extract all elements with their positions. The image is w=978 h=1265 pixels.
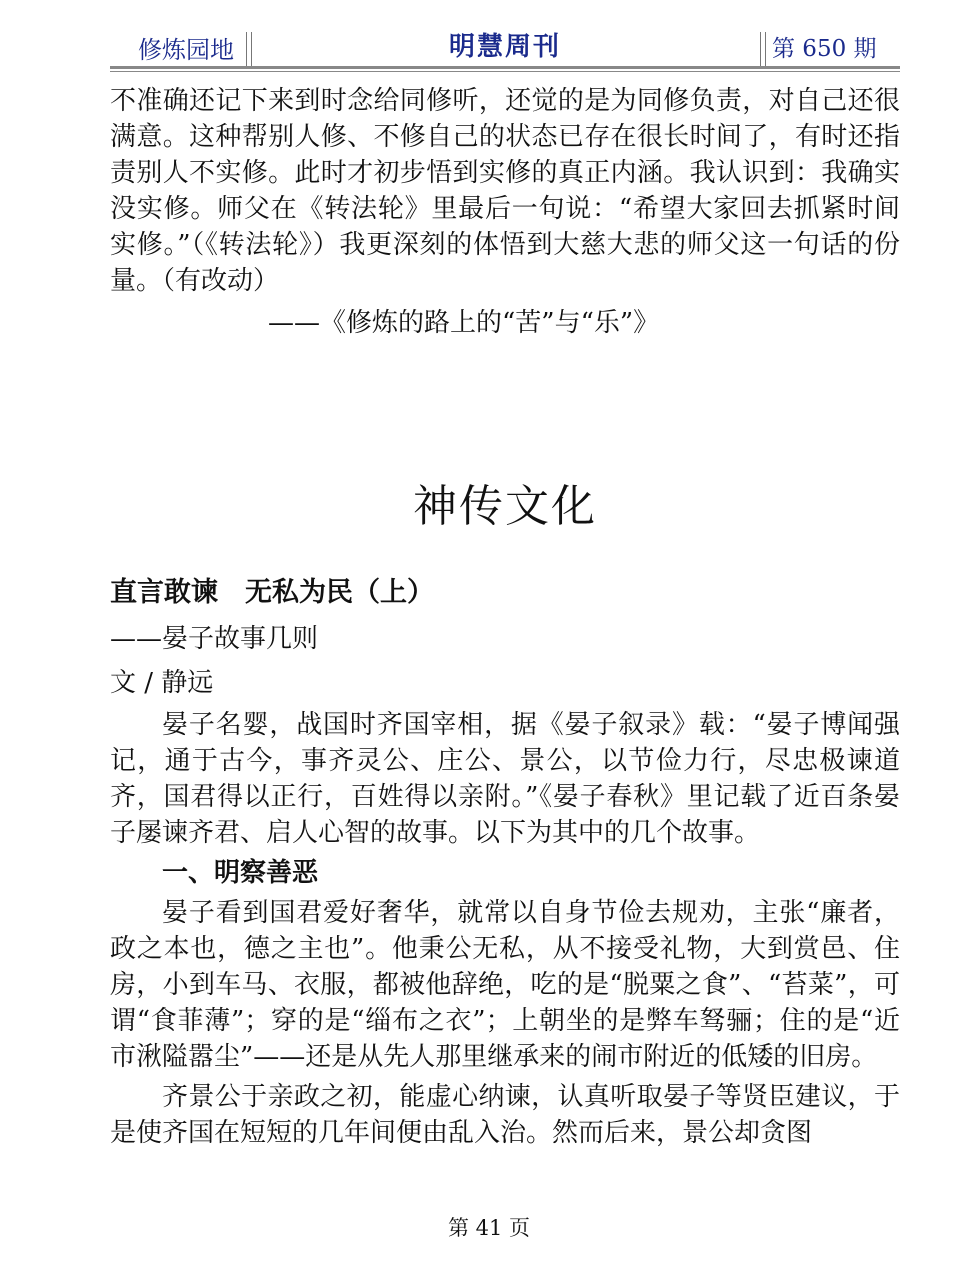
article-paragraph-2: 齐景公于亲政之初，能虚心纳谏，认真听取晏子等贤臣建议，于是使齐国在短短的几年间便由乱入治。然而后来，景公却贪图 — [110, 1082, 900, 1148]
article-author: 文 / 静远 — [110, 668, 214, 698]
article-subtitle: ——晏子故事几则 — [110, 624, 319, 654]
article-intro: 晏子名婴，战国时齐国宰相，据《晏子叙录》载：“晏子博闻强记，通于古今，事齐灵公、庄公、景公，以节俭力行，尽忠极谏道齐，国君得以正行，百姓得以亲附。”《晏子春秋》里记载了近百条晏子屡谏齐君、启人心智的故事。以下为其中的几个故事。 — [110, 710, 900, 848]
page-header — [110, 26, 900, 66]
article-paragraph-1: 晏子看到国君爱好奢华，就常以自身节俭去规劝，主张“廉者，政之本也，德之主也”。他秉公无私，从不接受礼物，大到赏邑、住房，小到车马、衣服，都被他辞绝，吃的是“脱粟之食”、“苔菜”，可谓“食菲薄”；穿的是“缁布之衣”；上朝坐的是弊车驽骊；住的是“近市湫隘嚣尘”——还是从先人那里继承来的闹市附近的低矮的旧房。 — [110, 898, 900, 1072]
header-publication-title: 明慧周刊 — [448, 32, 561, 62]
page-content — [110, 83, 900, 1151]
article-heading-1: 一、明察善恶 — [162, 858, 319, 888]
prev-article-paragraph: 不准确还记下来到时念给同修听，还觉的是为同修负责，对自己还很满意。这种帮别人修、不修自己的状态已存在很长时间了，有时还指责别人不实修。此时才初步悟到实修的真正内涵。我认识到：我确实没实修。师父在《转法轮》里最后一句说：“希望大家回去抓紧时间实修。”（《转法轮》）我更深刻的体悟到大慈大悲的师父这一句话的份量。（有改动） — [110, 86, 900, 296]
header-rule-thin — [110, 71, 900, 72]
section-title: 神传文化 — [413, 481, 597, 532]
header-rule — [110, 66, 900, 69]
header-issue-number: 第 650 期 — [772, 36, 877, 62]
article-title: 直言敢谏 无私为民（上） — [110, 577, 434, 608]
header-section-label: 修炼园地 — [138, 36, 234, 64]
page-number: 第 41 页 — [447, 1216, 531, 1240]
prev-article-citation: ——《修炼的路上的“苦”与“乐”》 — [268, 308, 660, 338]
header-divider-right — [760, 32, 766, 66]
